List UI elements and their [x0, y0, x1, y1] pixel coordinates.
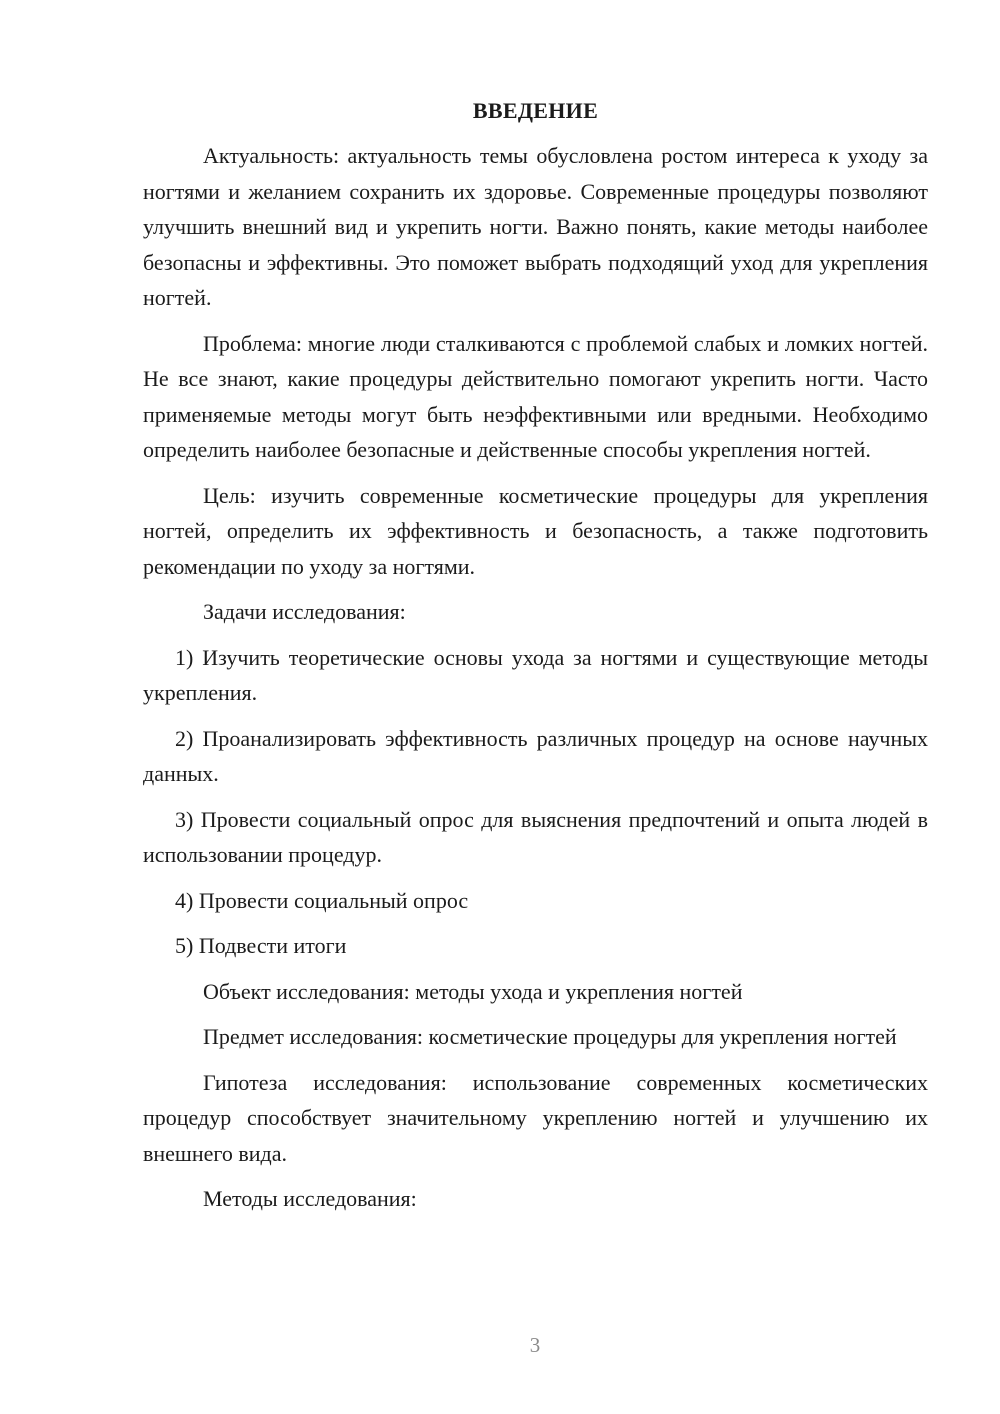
- task-item-1: 1) Изучить теоретические основы ухода за ногтями и существующие методы укрепления.: [143, 644, 928, 705]
- problem-paragraph: Проблема: многие люди сталкиваются с проблемой слабых и ломких ногтей. Не все знают, какие процедуры действительно помогают укрепить ногти. Часто применяемые методы могут быть неэффективными или вредными. Необходимо определить наиболее безопасные и действенные способы укрепления ногтей.: [143, 330, 928, 462]
- relevance-paragraph: Актуальность: актуальность темы обусловлена ростом интереса к уходу за ногтями и желанием сохранить их здоровье. Современные процедуры позволяют улучшить внешний вид и укрепить ногти. Важно понять, какие методы наиболее безопасны и эффективны. Это поможет выбрать подходящий уход для укрепления ногтей.: [143, 143, 928, 310]
- task-item-4: 4) Провести социальный опрос: [175, 887, 469, 913]
- page-number: 3: [529, 1333, 541, 1357]
- subject-paragraph: Предмет исследования: косметические процедуры для укрепления ногтей: [203, 1024, 897, 1049]
- goal-paragraph: Цель: изучить современные косметические процедуры для укрепления ногтей, определить их эффективность и безопасность, а также подготовить рекомендации по уходу за ногтями.: [143, 482, 928, 579]
- object-paragraph: Объект исследования: методы ухода и укрепления ногтей: [203, 978, 743, 1004]
- task-item-5: 5) Подвести итоги: [175, 933, 347, 958]
- task-item-3: 3) Провести социальный опрос для выяснения предпочтений и опыта людей в использовании процедур.: [143, 806, 928, 867]
- hypothesis-paragraph: Гипотеза исследования: использование современных косметических процедур способствует значительному укреплению ногтей и улучшению их внешнего вида.: [143, 1069, 928, 1166]
- document-body: [143, 96, 928, 1227]
- tasks-heading: Задачи исследования:: [203, 599, 406, 624]
- methods-heading: Методы исследования:: [203, 1186, 417, 1211]
- section-title: ВВЕДЕНИЕ: [472, 98, 599, 123]
- task-item-2: 2) Проанализировать эффективность различных процедур на основе научных данных.: [143, 725, 928, 786]
